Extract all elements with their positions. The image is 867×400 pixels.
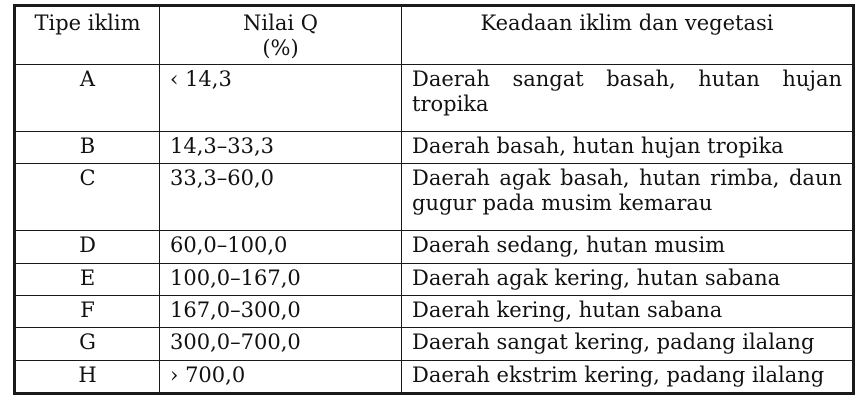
header-q-unit: (%) bbox=[262, 36, 299, 60]
cell-type: H bbox=[16, 360, 160, 392]
table-row bbox=[16, 164, 853, 231]
climate-classification-table bbox=[15, 6, 853, 393]
cell-type: F bbox=[16, 295, 160, 327]
table-row bbox=[16, 65, 853, 132]
table-row bbox=[16, 263, 853, 295]
table-row bbox=[16, 328, 853, 360]
cell-description: Daerah agak basah, hutan rimba, daun gugur pada musim kemarau bbox=[402, 164, 853, 231]
header-description: Keadaan iklim dan vegetasi bbox=[402, 7, 853, 65]
cell-q: 167,0–300,0 bbox=[160, 295, 402, 327]
table-row bbox=[16, 231, 853, 263]
table-row bbox=[16, 131, 853, 163]
cell-q: ‹ 14,3 bbox=[160, 65, 402, 132]
cell-description: Daerah basah, hutan hujan tropika bbox=[402, 131, 853, 163]
header-climate-type: Tipe iklim bbox=[16, 7, 160, 65]
cell-type: C bbox=[16, 164, 160, 231]
cell-type: D bbox=[16, 231, 160, 263]
cell-q: 33,3–60,0 bbox=[160, 164, 402, 231]
cell-description: Daerah kering, hutan sabana bbox=[402, 295, 853, 327]
cell-q: 14,3–33,3 bbox=[160, 131, 402, 163]
cell-q: 300,0–700,0 bbox=[160, 328, 402, 360]
header-q-label: Nilai Q bbox=[243, 11, 318, 35]
climate-table-frame bbox=[13, 4, 855, 395]
cell-q: › 700,0 bbox=[160, 360, 402, 392]
cell-description: Daerah ekstrim kering, padang ilalang bbox=[402, 360, 853, 392]
cell-type: E bbox=[16, 263, 160, 295]
cell-type: B bbox=[16, 131, 160, 163]
cell-q: 100,0–167,0 bbox=[160, 263, 402, 295]
cell-description: Daerah sangat basah, hutan hujan tropika bbox=[402, 65, 853, 132]
cell-description: Daerah sangat kering, padang ilalang bbox=[402, 328, 853, 360]
cell-type: A bbox=[16, 65, 160, 132]
cell-description: Daerah agak kering, hutan sabana bbox=[402, 263, 853, 295]
header-q-value bbox=[160, 7, 402, 65]
cell-description: Daerah sedang, hutan musim bbox=[402, 231, 853, 263]
table-row bbox=[16, 360, 853, 392]
cell-q: 60,0–100,0 bbox=[160, 231, 402, 263]
table-header-row bbox=[16, 7, 853, 65]
table-row bbox=[16, 295, 853, 327]
cell-type: G bbox=[16, 328, 160, 360]
